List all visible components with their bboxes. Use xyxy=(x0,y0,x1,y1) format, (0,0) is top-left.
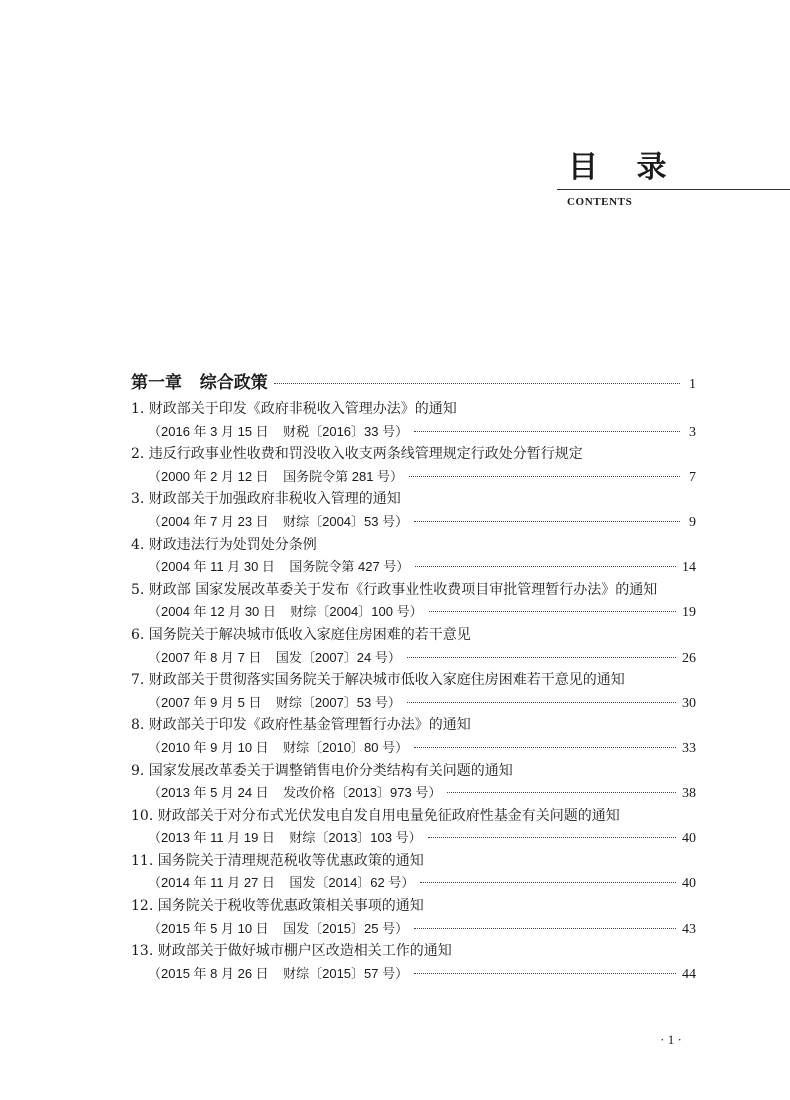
entry-title: 11. 国务院关于清理规范税收等优惠政策的通知 xyxy=(131,852,424,869)
table-of-contents xyxy=(131,368,696,985)
toc-entry[interactable] xyxy=(131,624,696,669)
entry-page-number: 38 xyxy=(682,786,696,802)
entry-page-number: 44 xyxy=(682,966,696,982)
entry-reference-line xyxy=(131,421,696,444)
page-number-footer: · 1 · xyxy=(660,1032,682,1047)
dot-leader xyxy=(407,702,676,703)
dot-leader xyxy=(409,476,680,477)
toc-entry[interactable] xyxy=(131,488,696,533)
toc-entry[interactable] xyxy=(131,895,696,940)
dot-leader xyxy=(428,837,676,838)
entry-page-number: 7 xyxy=(689,469,696,485)
dot-leader xyxy=(420,882,676,883)
toc-entry[interactable] xyxy=(131,805,696,850)
entry-reference-line xyxy=(131,466,696,489)
page-title: 目 录 xyxy=(568,150,681,185)
toc-entry[interactable] xyxy=(131,760,696,805)
entry-reference-line xyxy=(131,872,696,895)
entry-reference: （2015 年 8 月 26 日 财综〔2015〕57 号） xyxy=(148,965,409,981)
entry-page-number: 3 xyxy=(689,424,696,440)
dot-leader xyxy=(414,928,676,929)
toc-entry[interactable] xyxy=(131,714,696,759)
entry-title: 8. 财政部关于印发《政府性基金管理暂行办法》的通知 xyxy=(131,717,471,734)
entry-title: 4. 财政违法行为处罚处分条例 xyxy=(131,536,317,553)
entry-title: 2. 违反行政事业性收费和罚没收入收支两条线管理规定行政处分暂行规定 xyxy=(131,446,583,463)
entry-title: 1. 财政部关于印发《政府非税收入管理办法》的通知 xyxy=(131,401,457,417)
entry-reference: （2013 年 5 月 24 日 发改价格〔2013〕973 号） xyxy=(148,785,442,801)
entry-reference: （2016 年 3 月 15 日 财税〔2016〕33 号） xyxy=(148,423,409,439)
page-subtitle: CONTENTS xyxy=(567,196,633,208)
dot-leader xyxy=(414,747,676,748)
toc-entries xyxy=(131,398,696,985)
toc-entry[interactable] xyxy=(131,443,696,488)
toc-entry[interactable] xyxy=(131,534,696,579)
toc-entry[interactable] xyxy=(131,579,696,624)
entry-reference-line xyxy=(131,827,696,850)
entry-page-number: 26 xyxy=(682,650,696,666)
entry-reference-line xyxy=(131,647,696,670)
entry-page-number: 43 xyxy=(682,921,696,937)
entry-reference: （2004 年 7 月 23 日 财综〔2004〕53 号） xyxy=(148,513,409,529)
entry-title: 6. 国务院关于解决城市低收入家庭住房困难的若干意见 xyxy=(131,626,471,643)
entry-page-number: 19 xyxy=(682,605,696,621)
entry-reference-line xyxy=(131,918,696,941)
entry-page-number: 30 xyxy=(682,695,696,711)
entry-reference: （2004 年 11 月 30 日 国务院令第 427 号） xyxy=(148,559,410,575)
entry-reference: （2013 年 11 月 19 日 财综〔2013〕103 号） xyxy=(148,830,422,846)
entry-title: 10. 财政部关于对分布式光伏发电自发自用电量免征政府性基金有关问题的通知 xyxy=(131,807,620,824)
entry-page-number: 40 xyxy=(682,831,696,847)
entry-reference-line xyxy=(131,782,696,805)
entry-reference-line xyxy=(131,737,696,760)
entry-reference: （2015 年 5 月 10 日 国发〔2015〕25 号） xyxy=(148,920,409,936)
toc-entry[interactable] xyxy=(131,669,696,714)
toc-header xyxy=(557,150,790,208)
dot-leader xyxy=(274,383,680,384)
entry-reference-line xyxy=(131,556,696,579)
toc-entry[interactable] xyxy=(131,398,696,443)
entry-page-number: 40 xyxy=(682,876,696,892)
entry-page-number: 33 xyxy=(682,740,696,756)
entry-title: 5. 财政部 国家发展改革委关于发布《行政事业性收费项目审批管理暂行办法》的通知 xyxy=(131,581,658,598)
entry-reference: （2004 年 12 月 30 日 财综〔2004〕100 号） xyxy=(148,604,423,620)
entry-title: 3. 财政部关于加强政府非税收入管理的通知 xyxy=(131,491,401,508)
entry-title: 9. 国家发展改革委关于调整销售电价分类结构有关问题的通知 xyxy=(131,762,513,779)
toc-entry[interactable] xyxy=(131,940,696,985)
dot-leader xyxy=(407,657,676,658)
entry-title: 13. 财政部关于做好城市棚户区改造相关工作的通知 xyxy=(131,943,452,960)
dot-leader xyxy=(414,521,680,522)
entry-reference-line xyxy=(131,511,696,534)
entry-reference-line xyxy=(131,692,696,715)
dot-leader xyxy=(447,792,676,793)
dot-leader xyxy=(414,431,680,432)
dot-leader xyxy=(429,611,676,612)
dot-leader xyxy=(415,566,676,567)
entry-reference-line xyxy=(131,601,696,624)
entry-reference: （2014 年 11 月 27 日 国发〔2014〕62 号） xyxy=(148,875,415,891)
chapter-page-number: 1 xyxy=(689,377,696,392)
chapter-title: 第一章 综合政策 xyxy=(131,373,268,393)
entry-reference: （2007 年 8 月 7 日 国发〔2007〕24 号） xyxy=(148,649,401,665)
toc-entry[interactable] xyxy=(131,850,696,895)
entry-title: 7. 财政部关于贯彻落实国务院关于解决城市低收入家庭住房困难若干意见的通知 xyxy=(131,672,625,689)
entry-page-number: 14 xyxy=(682,560,696,576)
entry-title: 12. 国务院关于税收等优惠政策相关事项的通知 xyxy=(131,898,424,915)
entry-reference: （2007 年 9 月 5 日 财综〔2007〕53 号） xyxy=(148,694,401,710)
entry-reference: （2000 年 2 月 12 日 国务院令第 281 号） xyxy=(148,468,404,484)
entry-reference-line xyxy=(131,963,696,986)
dot-leader xyxy=(414,973,676,974)
entry-page-number: 9 xyxy=(689,514,696,530)
title-rule xyxy=(557,189,790,190)
chapter-heading[interactable] xyxy=(131,368,696,398)
entry-reference: （2010 年 9 月 10 日 财综〔2010〕80 号） xyxy=(148,739,409,755)
